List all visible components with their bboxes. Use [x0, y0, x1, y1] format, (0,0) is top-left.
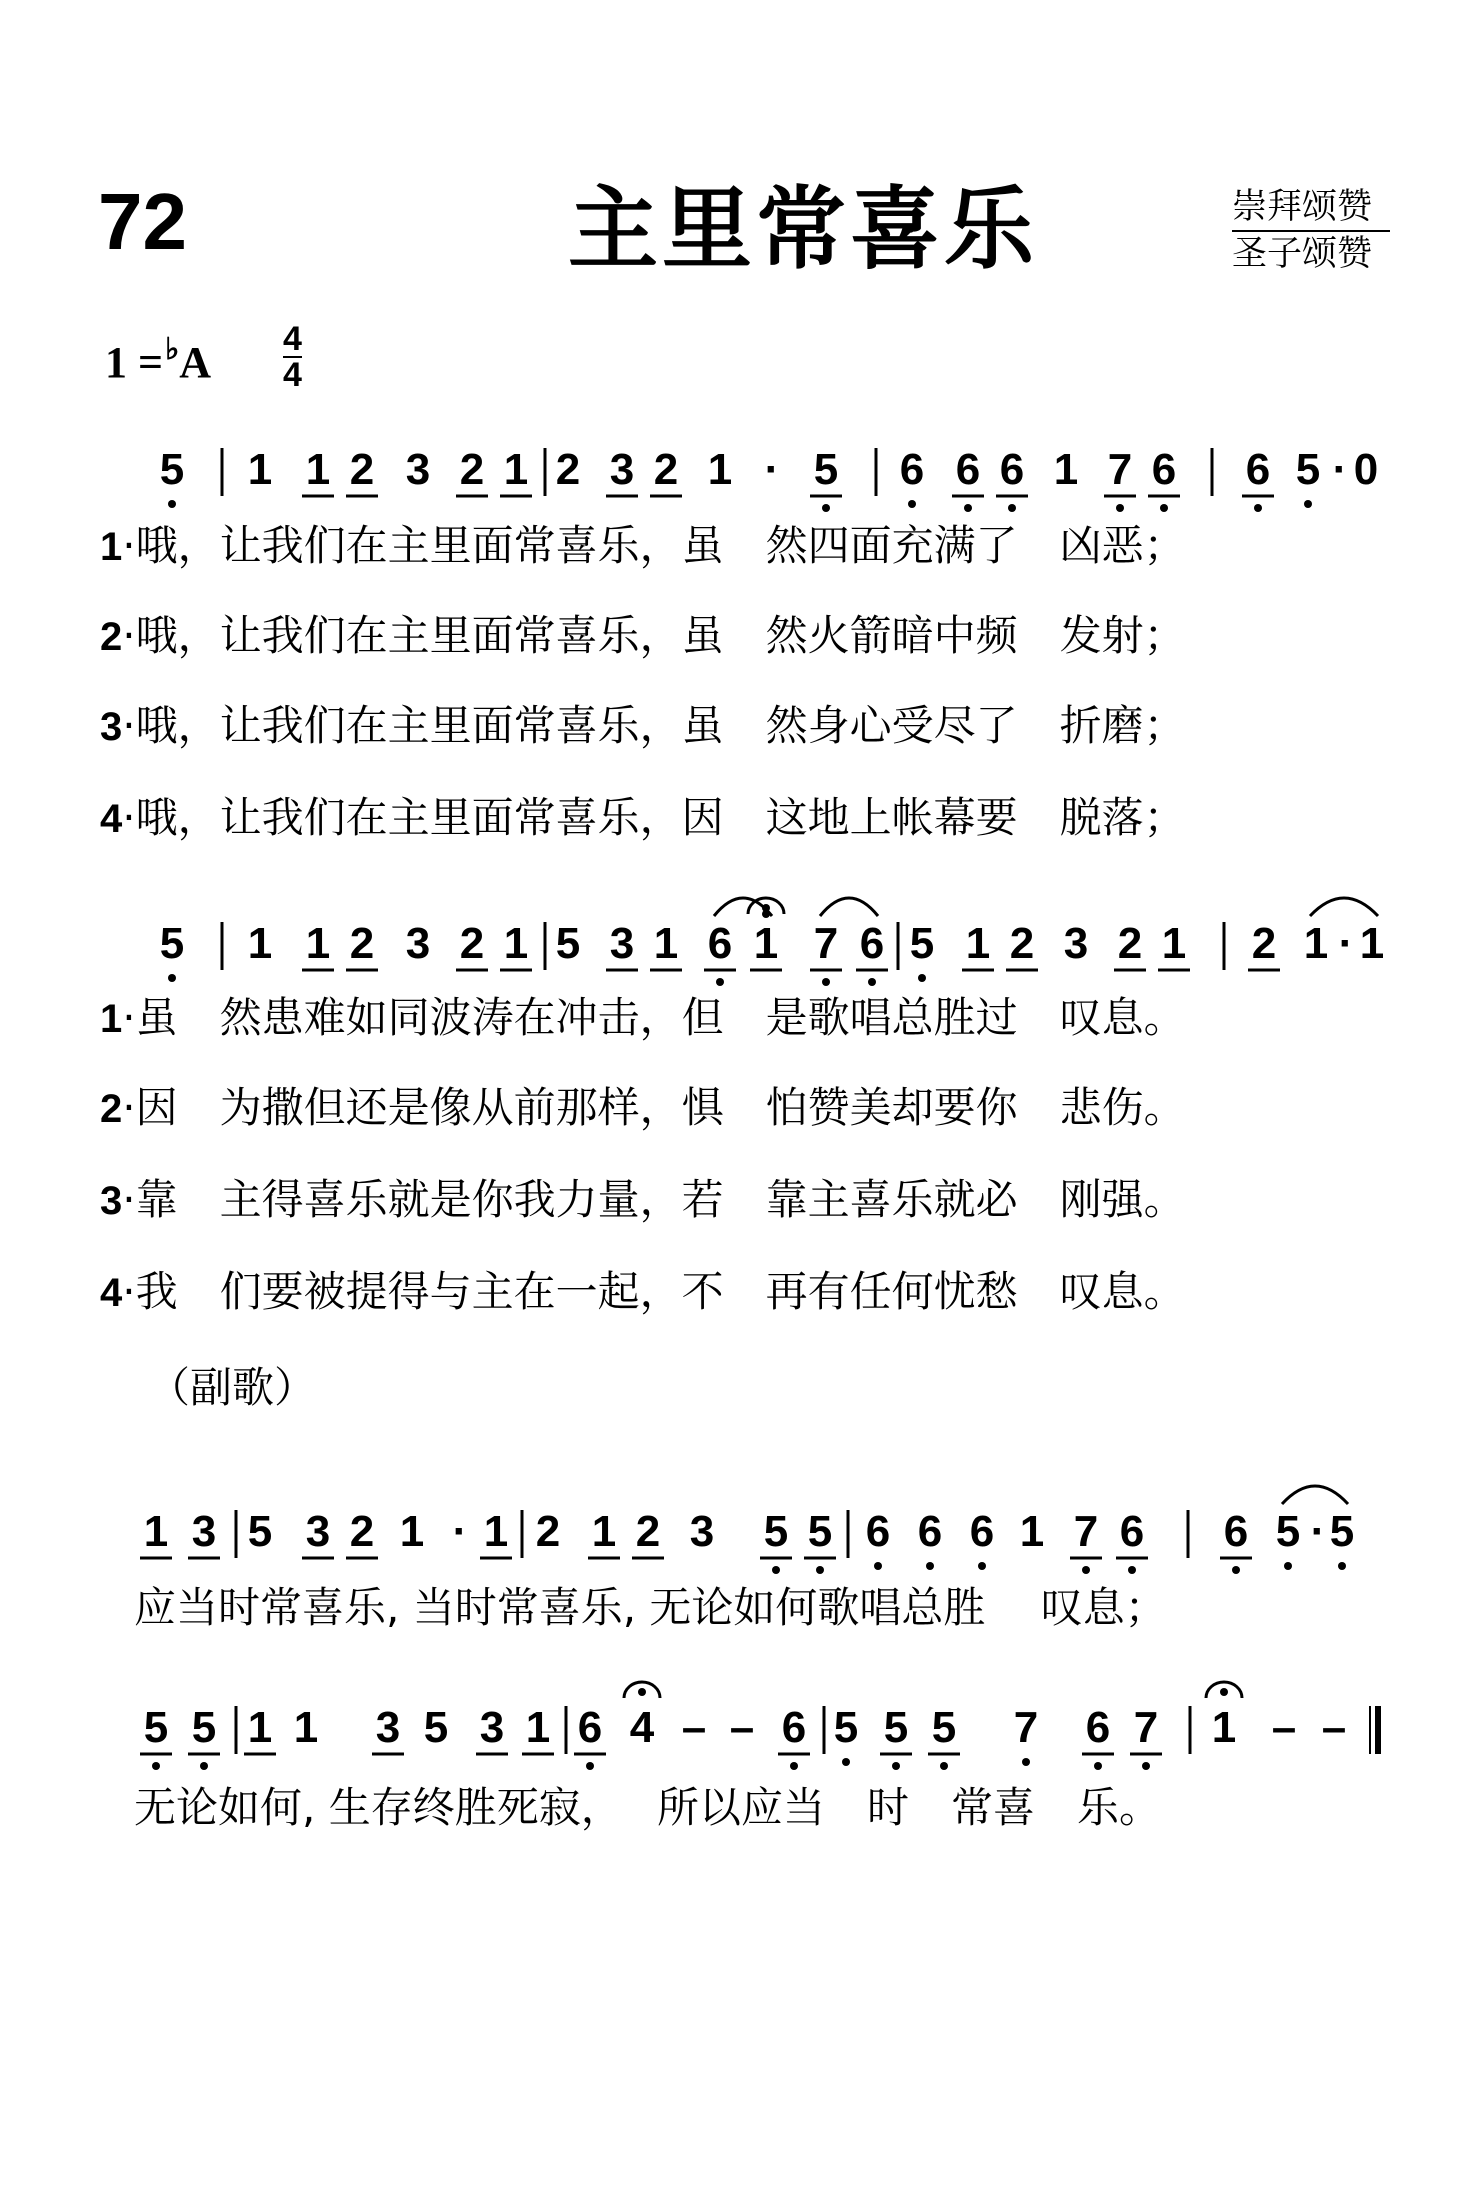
lower-octave-dot	[1338, 1562, 1346, 1570]
note: 6	[917, 1507, 943, 1556]
note: 7	[1107, 445, 1133, 494]
lyric-text: ·哦，让我们在主里面常喜乐，因 这地上帐幕要 脱落；	[122, 793, 1186, 842]
key-label: 1 =	[105, 338, 164, 387]
note: 5	[909, 919, 935, 968]
note: 5	[555, 919, 581, 968]
verse-line	[100, 993, 1186, 1042]
note: 3	[479, 1703, 505, 1752]
note: 1	[399, 1507, 425, 1556]
note: 1	[1303, 919, 1329, 968]
note: 3	[689, 1507, 715, 1556]
note: 3	[191, 1507, 217, 1556]
lower-octave-dot	[822, 978, 830, 986]
note: 6	[859, 919, 885, 968]
note: 2	[349, 1507, 375, 1556]
lyric-text: ·虽 然患难如同波涛在冲击，但 是歌唱总胜过 叹息。	[122, 993, 1186, 1042]
tie-icon	[820, 898, 878, 916]
verse-line	[100, 793, 1186, 842]
lower-octave-dot	[1022, 1758, 1030, 1766]
note: 1	[525, 1703, 551, 1752]
dot: ·	[1310, 1507, 1326, 1556]
dash: –	[681, 1703, 707, 1752]
note: 1	[707, 445, 733, 494]
note: 1	[1359, 919, 1385, 968]
lower-octave-dot	[1160, 504, 1168, 512]
note: 1	[483, 1507, 509, 1556]
hymn-number: 72	[98, 177, 187, 266]
lower-octave-dot	[940, 1762, 948, 1770]
verse-number: 4	[100, 797, 123, 841]
lower-octave-dot	[822, 504, 830, 512]
lower-octave-dot	[926, 1562, 934, 1570]
lower-octave-dot	[908, 500, 916, 508]
hymn-title: 主里常喜乐	[568, 177, 1038, 282]
note: 1	[247, 1703, 273, 1752]
lower-octave-dot	[1232, 1566, 1240, 1574]
lower-octave-dot	[918, 974, 926, 982]
note: 5	[833, 1703, 859, 1752]
note: 3	[1063, 919, 1089, 968]
lower-octave-dot	[200, 1762, 208, 1770]
note: 3	[405, 919, 431, 968]
dash: –	[729, 1703, 755, 1752]
lyric-text: ·靠 主得喜乐就是你我力量，若 靠主喜乐就必 刚强。	[122, 1175, 1186, 1224]
note: 3	[305, 1507, 331, 1556]
note: 1	[1019, 1507, 1045, 1556]
note: 2	[1009, 919, 1035, 968]
note: 1	[247, 919, 273, 968]
verse-line	[100, 1083, 1186, 1132]
verse-number: 4	[100, 1271, 123, 1315]
note: 2	[635, 1507, 661, 1556]
dash: –	[1271, 1703, 1297, 1752]
note: 1	[1161, 919, 1187, 968]
verse-number: 3	[100, 1179, 123, 1223]
note: 2	[1117, 919, 1143, 968]
note: 7	[813, 919, 839, 968]
note: 5	[1295, 445, 1321, 494]
note: 5	[763, 1507, 789, 1556]
lyric-text: ·我 们要被提得与主在一起，不 再有任何忧愁 叹息。	[122, 1267, 1186, 1316]
lower-octave-dot	[152, 1762, 160, 1770]
note: 1	[143, 1507, 169, 1556]
note: 0	[1353, 445, 1379, 494]
note: 5	[247, 1507, 273, 1556]
note: 6	[955, 445, 981, 494]
note: 6	[1151, 445, 1177, 494]
note: 1	[965, 919, 991, 968]
note: 1	[1211, 1703, 1237, 1752]
tie-icon	[1310, 898, 1378, 916]
fermata-dot	[1220, 1688, 1228, 1696]
verse-number: 1	[100, 525, 123, 569]
dash: –	[1321, 1703, 1347, 1752]
dot: ·	[1338, 919, 1354, 968]
note: 6	[781, 1703, 807, 1752]
chorus-lyric-line: 应当时常喜乐, 当时常喜乐, 无论如何歌唱总胜 叹息；	[134, 1583, 1167, 1632]
note: 2	[459, 919, 485, 968]
lower-octave-dot	[772, 1566, 780, 1574]
lower-octave-dot	[1304, 500, 1312, 508]
lower-octave-dot	[874, 1562, 882, 1570]
lower-octave-dot	[1082, 1566, 1090, 1574]
lower-octave-dot	[790, 1762, 798, 1770]
lower-octave-dot	[586, 1762, 594, 1770]
note: 5	[1329, 1507, 1355, 1556]
note: 5	[931, 1703, 957, 1752]
fermata-dot	[638, 1688, 646, 1696]
note: 1	[653, 919, 679, 968]
note: 6	[969, 1507, 995, 1556]
note: 2	[653, 445, 679, 494]
note: 5	[883, 1703, 909, 1752]
lower-octave-dot	[1094, 1762, 1102, 1770]
note: 1	[1053, 445, 1079, 494]
verse-number: 3	[100, 705, 123, 749]
note: 5	[423, 1703, 449, 1752]
note: 1	[293, 1703, 319, 1752]
lower-octave-dot	[892, 1762, 900, 1770]
lower-octave-dot	[168, 500, 176, 508]
lower-octave-dot	[964, 504, 972, 512]
note: 2	[555, 445, 581, 494]
lower-octave-dot	[1008, 504, 1016, 512]
note: 1	[503, 919, 529, 968]
note: 1	[753, 919, 779, 968]
lower-octave-dot	[168, 974, 176, 982]
note: 7	[1073, 1507, 1099, 1556]
lower-octave-dot	[1284, 1562, 1292, 1570]
note: 5	[159, 919, 185, 968]
lyric-text: ·哦，让我们在主里面常喜乐，虽 然火箭暗中频 发射；	[122, 611, 1186, 660]
lower-octave-dot	[1142, 1762, 1150, 1770]
verse-number: 2	[100, 1087, 123, 1131]
tie-icon	[1282, 1486, 1348, 1504]
note: 5	[1275, 1507, 1301, 1556]
note: 7	[1013, 1703, 1039, 1752]
note: 3	[609, 445, 635, 494]
note: 2	[349, 445, 375, 494]
note: 5	[143, 1703, 169, 1752]
lyric-text: ·因 为撒但还是像从前那样，惧 怕赞美却要你 悲伤。	[122, 1083, 1186, 1132]
time-sig-bottom: 4	[283, 356, 302, 394]
note: 6	[999, 445, 1025, 494]
key-note: A	[179, 338, 212, 387]
note: 6	[707, 919, 733, 968]
dot: ·	[452, 1507, 468, 1556]
verse-line	[100, 1267, 1186, 1316]
source-2: 圣子颂赞	[1232, 234, 1373, 274]
lyric-text: ·哦，让我们在主里面常喜乐，虽 然身心受尽了 折磨；	[122, 701, 1186, 750]
lower-octave-dot	[716, 978, 724, 986]
verse-line	[100, 1175, 1186, 1224]
dot: ·	[764, 445, 780, 494]
verse-line	[100, 521, 1186, 570]
verse-number: 1	[100, 997, 123, 1041]
verse-number: 2	[100, 615, 123, 659]
note: 2	[535, 1507, 561, 1556]
note: 5	[191, 1703, 217, 1752]
note: 2	[349, 919, 375, 968]
chorus-lyric-line: 无论如何, 生存终胜死寂， 所以应当 时 常喜 乐。	[134, 1783, 1162, 1832]
note: 6	[865, 1507, 891, 1556]
dot: ·	[1332, 445, 1348, 494]
lower-octave-dot	[978, 1562, 986, 1570]
note: 5	[813, 445, 839, 494]
note: 1	[591, 1507, 617, 1556]
verse-line	[100, 701, 1186, 750]
lower-octave-dot	[1254, 504, 1262, 512]
source-1: 崇拜颂赞	[1232, 185, 1390, 232]
lower-octave-dot	[1116, 504, 1124, 512]
chorus-label: （副歌）	[148, 1363, 317, 1412]
note: 5	[159, 445, 185, 494]
note: 6	[1223, 1507, 1249, 1556]
note: 3	[375, 1703, 401, 1752]
flat-icon: ♭	[165, 333, 180, 366]
lyric-text: ·哦，让我们在主里面常喜乐，虽 然四面充满了 凶恶；	[122, 521, 1186, 570]
lower-octave-dot	[1128, 1566, 1136, 1574]
note: 3	[405, 445, 431, 494]
note: 7	[1133, 1703, 1159, 1752]
note: 1	[305, 919, 331, 968]
note: 1	[247, 445, 273, 494]
note: 6	[899, 445, 925, 494]
note: 6	[1245, 445, 1271, 494]
note: 6	[1085, 1703, 1111, 1752]
note: 1	[305, 445, 331, 494]
note: 1	[503, 445, 529, 494]
lower-octave-dot	[868, 978, 876, 986]
note: 6	[1119, 1507, 1145, 1556]
note: 3	[609, 919, 635, 968]
note: 6	[577, 1703, 603, 1752]
note: 2	[1251, 919, 1277, 968]
note: 4	[629, 1703, 655, 1752]
verse-line	[100, 611, 1186, 660]
lower-octave-dot	[816, 1566, 824, 1574]
note: 2	[459, 445, 485, 494]
lower-octave-dot	[842, 1758, 850, 1766]
note: 5	[807, 1507, 833, 1556]
time-sig-top: 4	[283, 320, 302, 358]
